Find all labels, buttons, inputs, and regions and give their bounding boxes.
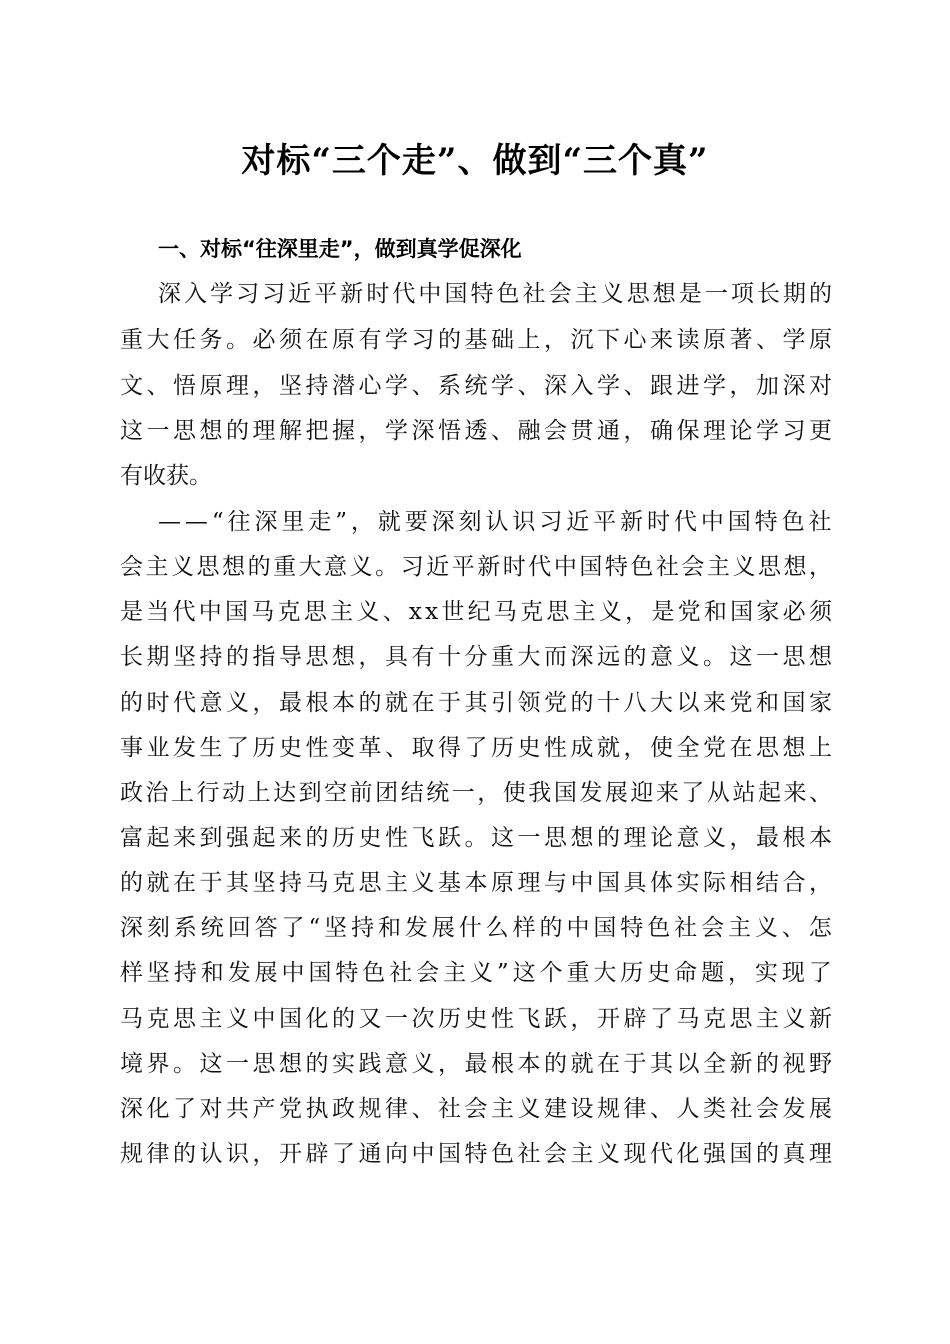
text-line: 事业发生了历史性变革、取得了历史性成就，使全党在思想上 (120, 735, 836, 761)
text-line: 是当代中国马克思主义、xx世纪马克思主义，是党和国家必须 (120, 599, 836, 625)
text-line: 的就在于其坚持马克思主义基本原理与中国具体实际相结合， (120, 870, 836, 896)
text-line: 马克思主义中国化的又一次历史性飞跃，开辟了马克思主义新 (120, 1006, 836, 1032)
text-line: 境界。这一思想的实践意义，最根本的就在于其以全新的视野 (120, 1051, 836, 1077)
text-line: ——“往深里走”，就要深刻认识习近平新时代中国特色社 (158, 509, 836, 535)
text-line: 的时代意义，最根本的就在于其引领党的十八大以来党和国家 (120, 690, 836, 716)
text-line: 深刻系统回答了“坚持和发展什么样的中国特色社会主义、怎 (120, 915, 836, 941)
text-line: 这一思想的理解把握，学深悟透、融会贯通，确保理论学习更 (120, 418, 836, 444)
text-line: 深入学习习近平新时代中国特色社会主义思想是一项长期的 (158, 281, 836, 307)
text-line: 样坚持和发展中国特色社会主义”这个重大历史命题，实现了 (120, 960, 836, 986)
section-heading: 一、对标“往深里走”，做到真学促深化 (158, 237, 522, 261)
text-line: 文、悟原理，坚持潜心学、系统学、深入学、跟进学，加深对 (120, 373, 836, 399)
text-line: 规律的认识，开辟了通向中国特色社会主义现代化强国的真理 (120, 1141, 836, 1167)
text-line: 政治上行动上达到空前团结统一，使我国发展迎来了从站起来、 (120, 780, 835, 806)
text-line: 富起来到强起来的历史性飞跃。这一思想的理论意义，最根本 (120, 825, 836, 851)
text-line: 重大任务。必须在原有学习的基础上，沉下心来读原著、学原 (120, 327, 836, 353)
text-line: 长期坚持的指导思想，具有十分重大而深远的意义。这一思想 (120, 644, 836, 670)
document-title: 对标“三个走”、做到“三个真” (241, 141, 709, 181)
text-line: 深化了对共产党执政规律、社会主义建设规律、人类社会发展 (120, 1096, 836, 1122)
text-line: 会主义思想的重大意义。习近平新时代中国特色社会主义思想， (120, 554, 835, 580)
text-line: 有收获。 (120, 463, 212, 489)
